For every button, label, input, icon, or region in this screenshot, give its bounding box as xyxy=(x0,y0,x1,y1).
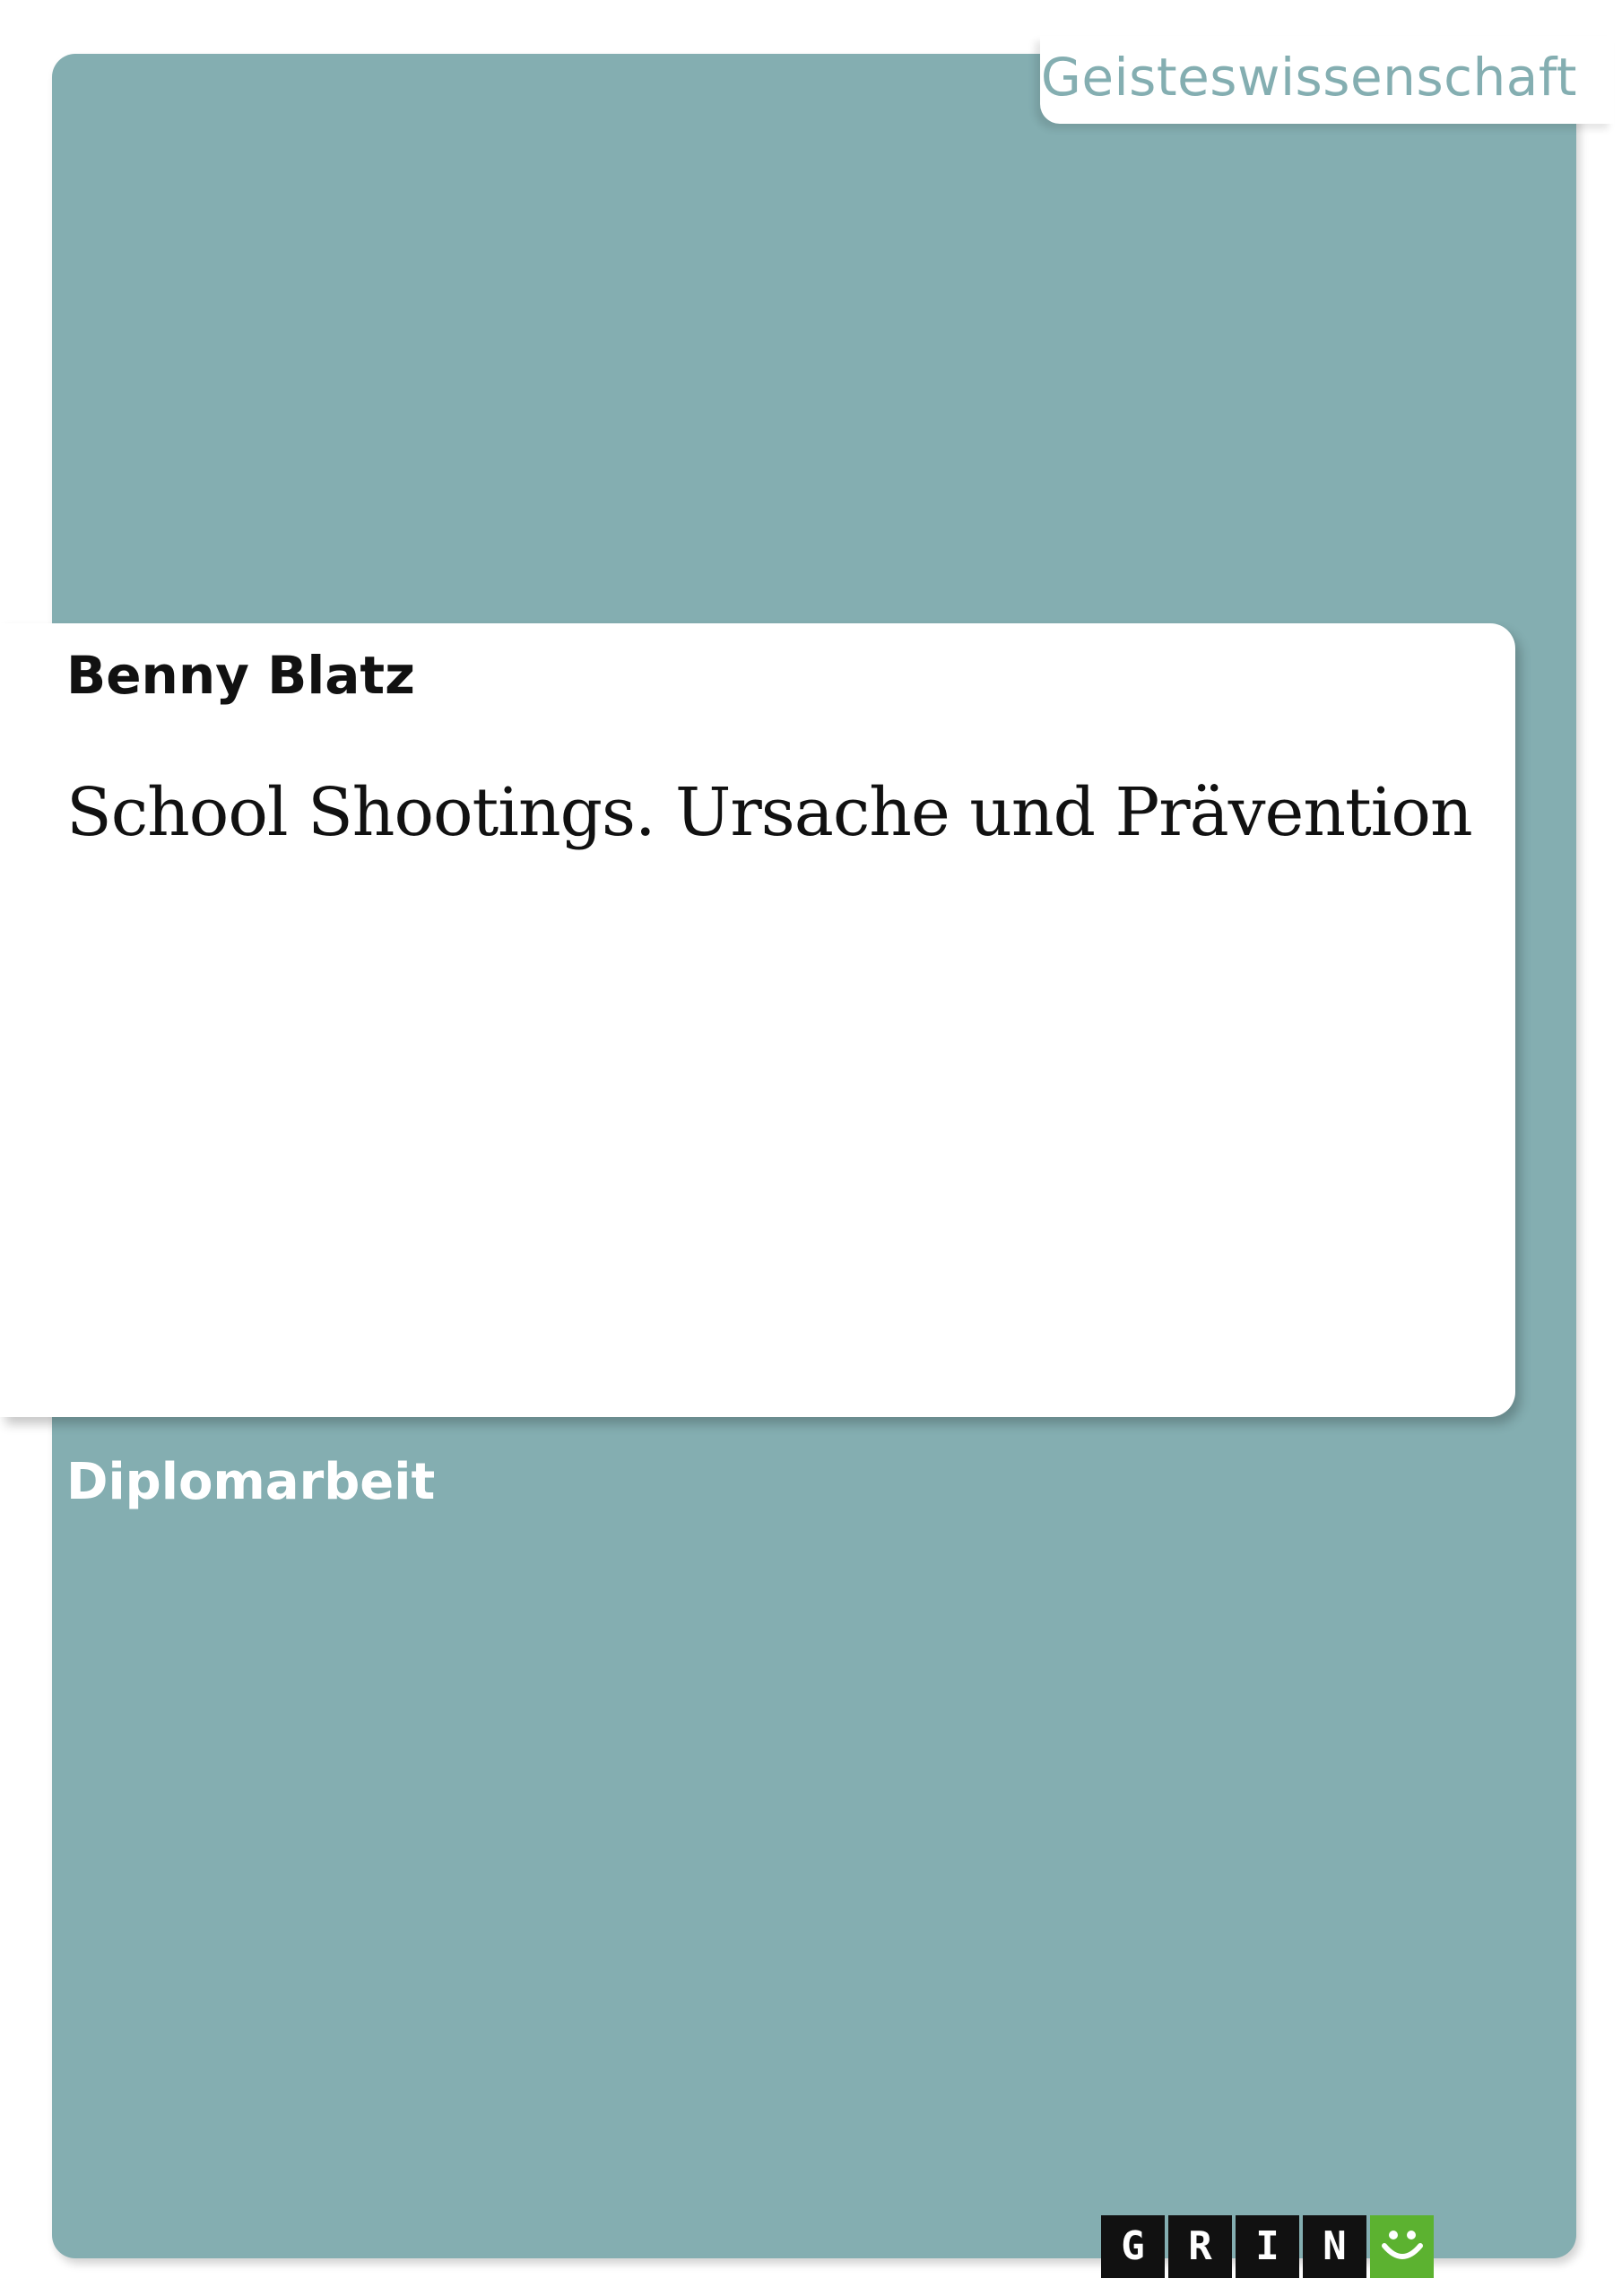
logo-letter: I xyxy=(1236,2215,1299,2278)
document-type: Diplomarbeit xyxy=(66,1453,436,1511)
logo-letter: G xyxy=(1101,2215,1165,2278)
logo-letter: R xyxy=(1168,2215,1232,2278)
category-label: Geisteswissenschaft xyxy=(1040,47,1577,108)
author-name: Benny Blatz xyxy=(66,645,415,706)
title-card xyxy=(0,623,1515,1417)
grin-logo xyxy=(1101,2215,1434,2278)
logo-letter: N xyxy=(1303,2215,1366,2278)
smiley-icon xyxy=(1370,2215,1434,2278)
book-title: School Shootings. Ursache und Prävention xyxy=(66,774,1472,851)
